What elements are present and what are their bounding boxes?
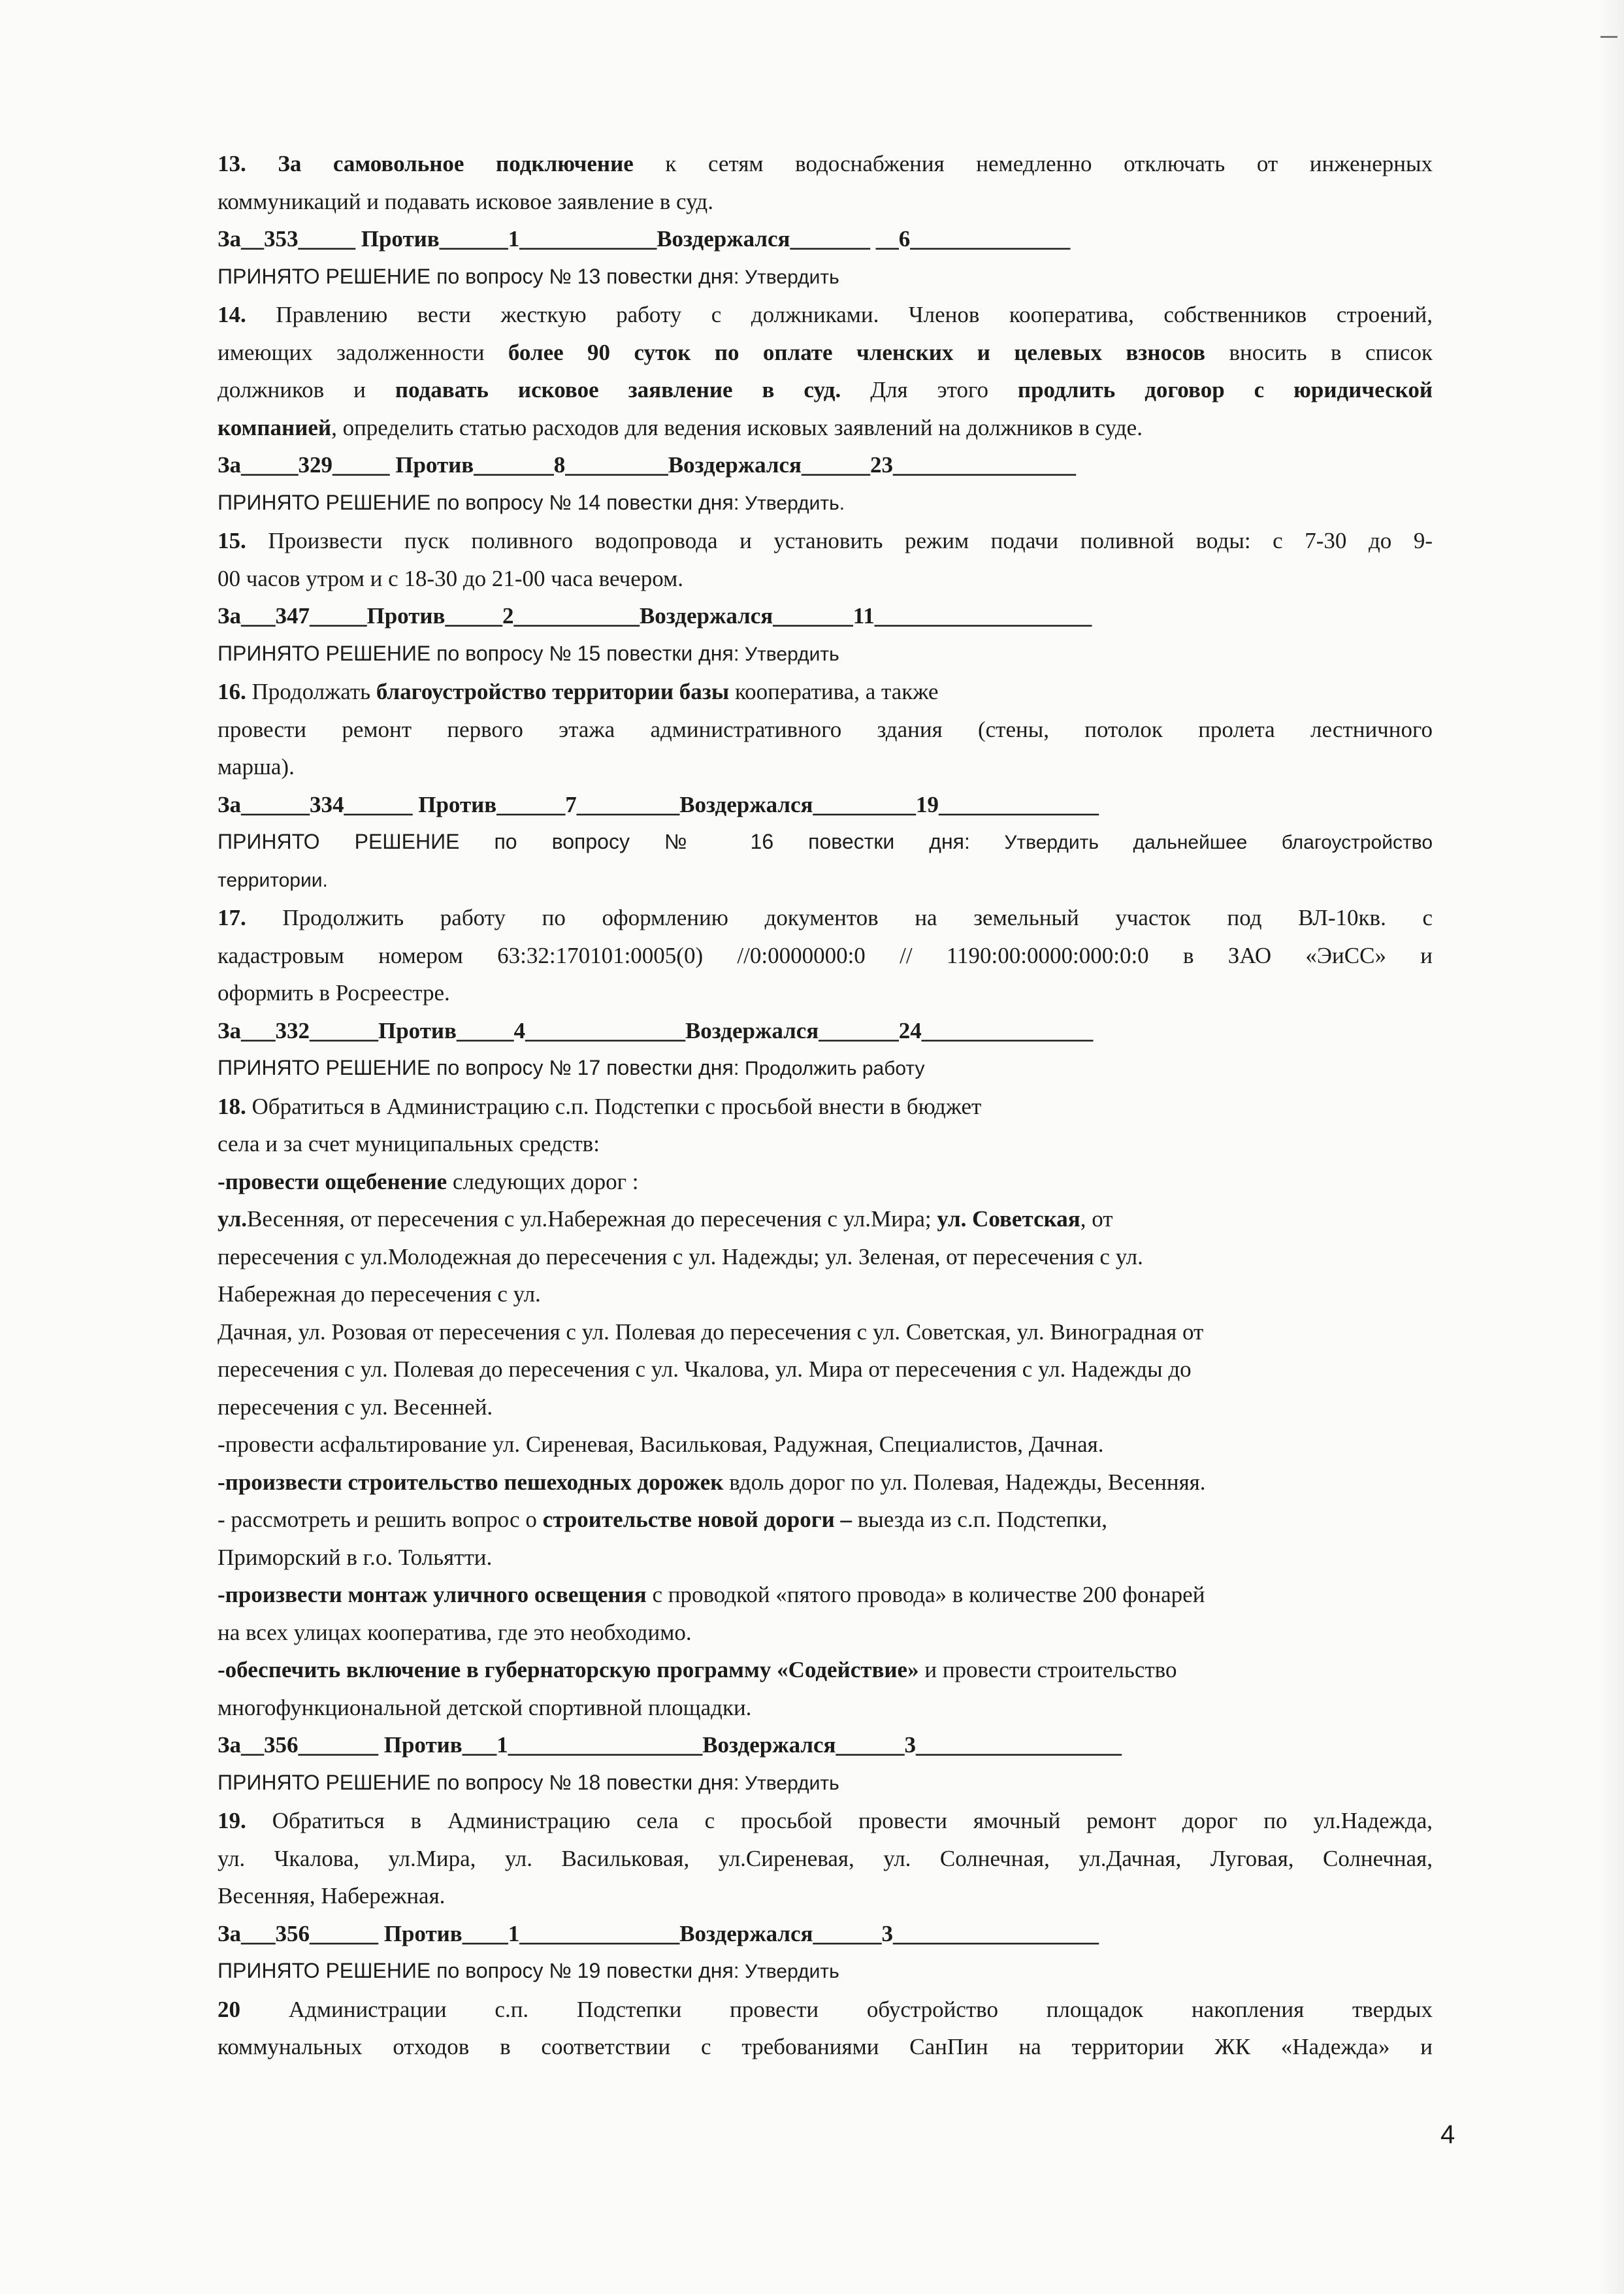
decision-line: [218, 1952, 1433, 1991]
item-text-line: [218, 1163, 1433, 1201]
bold-text: 13.: [218, 151, 246, 176]
text: Произвести пуск поливного водопровода и установить режим подачи поливной воды: с 7-30 до 9-: [246, 528, 1433, 553]
text: коммунальных отходов в соответствии с требованиями СанПин на территории ЖК «Надежда» и: [218, 2034, 1433, 2059]
bold-text: 15.: [218, 528, 246, 553]
bold-text: строительстве новой дороги –: [542, 1507, 858, 1532]
item-text-line: [218, 183, 1433, 221]
vote-result: За__356_______ Против___1_________________Воздержался______3__________________: [218, 1732, 1122, 1758]
decision-line: [218, 258, 1433, 297]
item-text-line: [218, 1651, 1433, 1689]
item-text-line: [218, 1689, 1433, 1727]
text: -провести асфальтирование ул. Сиреневая, Васильковая, Радужная, Специалистов, Дачная.: [218, 1432, 1104, 1457]
text: Продолжать: [246, 679, 376, 704]
text: - рассмотреть и решить вопрос о: [218, 1507, 543, 1532]
vote-result: За___347_____Против_____2___________Воздержался_______11___________________: [218, 603, 1092, 629]
agenda-item: [218, 1088, 1433, 1803]
bold-text: 16.: [218, 679, 246, 704]
decision-text: ПРИНЯТО РЕШЕНИЕ по вопросу № 19 повестки дня:: [218, 1959, 739, 1982]
text: ул. Чкалова, ул.Мира, ул. Васильковая, ул.Сиреневая, ул. Солнечная, ул.Дачная, Луговая, Солнечная,: [218, 1845, 1433, 1871]
item-text-line: [218, 1539, 1433, 1577]
text: марша).: [218, 754, 295, 779]
decision-result: Утвердить: [739, 1961, 839, 1982]
decision-result: Утвердить: [739, 266, 839, 288]
bold-text: членских и целевых взносов: [856, 339, 1206, 365]
vote-result: За__353_____ Против______1____________Воздержался_______ __6______________: [218, 226, 1071, 252]
text: Обратиться в Администрацию с.п. Подстепки с просьбой внести в бюджет: [246, 1093, 982, 1119]
item-text-line: [218, 409, 1433, 447]
text: выезда из с.п. Подстепки,: [857, 1507, 1108, 1532]
text: , определить статью расходов для ведения исковых заявлений на должников в суде.: [331, 414, 1143, 440]
page-number: 4: [1440, 2120, 1455, 2149]
bold-text: ул. Советская: [937, 1206, 1080, 1232]
decision-result: территории.: [218, 869, 328, 891]
item-text-line: [218, 334, 1433, 372]
text: пересечения с ул. Полевая до пересечения с ул. Чкалова, ул. Мира от пересечения с ул. Надежды до: [218, 1356, 1192, 1382]
text: Администрации с.п. Подстепки провести обустройство площадок накопления твердых: [240, 1996, 1433, 2022]
text: к сетям водоснабжения немедленно отключать от инженерных: [633, 151, 1433, 176]
text: кадастровым номером 63:32:170101:0005(0) //0:0000000:0 // 1190:00:0000:000:0:0 в ЗАО «ЭиСС» и: [218, 942, 1433, 968]
decision-line: [218, 635, 1433, 674]
decision-result: Утвердить.: [739, 492, 845, 514]
item-text-line: [218, 371, 1433, 409]
text: Дачная, ул. Розовая от пересечения с ул. Полевая до пересечения с ул. Советская, ул. Виноградная от: [218, 1319, 1204, 1345]
decision-line: [218, 484, 1433, 523]
item-text-line: [218, 1614, 1433, 1652]
vote-result: За___356______ Против____1______________Воздержался______3__________________: [218, 1920, 1099, 1946]
text: имеющих задолженности: [218, 339, 508, 365]
text: Весенняя, Набережная.: [218, 1883, 446, 1909]
decision-text: ПРИНЯТО РЕШЕНИЕ по вопросу № 14 повестки дня:: [218, 490, 739, 514]
item-text-line: [218, 899, 1433, 937]
item-text-line: [218, 1238, 1433, 1276]
item-text-line: [218, 673, 1433, 711]
agenda-item: [218, 1991, 1433, 2066]
decision-line: [218, 1049, 1433, 1088]
bold-text: 19.: [218, 1808, 246, 1833]
item-text-line: [218, 1991, 1433, 2029]
decision-text: ПРИНЯТО РЕШЕНИЕ по вопросу № 16 повестки дня:: [218, 830, 970, 853]
item-text-line: [218, 937, 1433, 975]
item-text-line: [218, 1313, 1433, 1351]
item-text-line: [218, 145, 1433, 183]
item-text-line: [218, 560, 1433, 598]
bold-text: -произвести монтаж уличного освещения: [218, 1582, 647, 1607]
item-text-line: [218, 1464, 1433, 1501]
text: Весенняя, от пересечения с ул.Набережная до пересечения с ул.Мира;: [247, 1206, 937, 1232]
bold-text: более 90 суток по оплате: [508, 339, 833, 365]
item-text-line: [218, 1802, 1433, 1840]
item-text-line: [218, 1275, 1433, 1313]
decision-continuation: [218, 861, 1433, 900]
text: Продолжить работу по оформлению документов на земельный участок под ВЛ-10кв. с: [246, 905, 1433, 930]
decision-line: [218, 1764, 1433, 1803]
item-text-line: [218, 1200, 1433, 1238]
decision-result: Утвердить дальнейшее благоустройство: [969, 832, 1433, 853]
bold-text: 17.: [218, 905, 246, 930]
decision-text: ПРИНЯТО РЕШЕНИЕ по вопросу № 17 повестки дня:: [218, 1056, 739, 1079]
text: коммуникаций и подавать исковое заявление в суд.: [218, 188, 713, 214]
text: села и за счет муниципальных средств:: [218, 1131, 600, 1156]
vote-result: За______334______ Против______7_________Воздержался_________19______________: [218, 791, 1099, 817]
text: Приморский в г.о. Тольятти.: [218, 1544, 493, 1570]
decision-result: Утвердить: [739, 1772, 839, 1794]
text: провести ремонт первого этажа административного здания (стены, потолок пролета лестничного: [218, 716, 1433, 742]
text: оформить в Росреестре.: [218, 980, 450, 1006]
scan-corner-mark: [1600, 36, 1617, 38]
item-text-line: [218, 1840, 1433, 1878]
bold-text: -провести ощебенение: [218, 1168, 447, 1194]
bold-text: -произвести строительство пешеходных дорожек: [218, 1469, 724, 1495]
decision-line: [218, 823, 1433, 861]
agenda-item: [218, 522, 1433, 673]
text: многофункциональной детской спортивной площадки.: [218, 1694, 752, 1720]
bold-text: -обеспечить включение в губернаторскую программу «Содействие»: [218, 1657, 919, 1682]
agenda-item: [218, 296, 1433, 522]
text: вдоль дорог по ул. Полевая, Надежды, Весенняя.: [723, 1469, 1206, 1495]
agenda-item: [218, 1802, 1433, 1991]
item-text-line: [218, 1088, 1433, 1126]
bold-text: ул.: [218, 1206, 248, 1232]
bold-text: подавать исковое заявление в суд.: [395, 377, 841, 402]
item-text-line: [218, 1426, 1433, 1464]
agenda-item: [218, 145, 1433, 296]
bold-text: За самовольное подключение: [278, 151, 634, 176]
text: с проводкой «пятого провода» в количестве 200 фонарей: [646, 1582, 1205, 1607]
agenda-item: [218, 673, 1433, 899]
scan-page-edge: [1599, 0, 1624, 2294]
text: кооператива, а также: [729, 679, 939, 704]
item-text-line: [218, 2028, 1433, 2066]
text: Обратиться в Администрацию села с просьбой провести ямочный ремонт дорог по ул.Надежда,: [246, 1808, 1433, 1833]
bold-text: 20: [218, 1996, 240, 2022]
text: Для этого: [841, 377, 1018, 402]
text: и провести строительство: [918, 1657, 1177, 1682]
bold-text: компанией: [218, 414, 332, 440]
bold-text: 18.: [218, 1093, 246, 1119]
text: пересечения с ул.Молодежная до пересечения с ул. Надежды; ул. Зеленая, от пересечения с ул.: [218, 1243, 1143, 1270]
item-text-line: [218, 1125, 1433, 1163]
document-body: [218, 145, 1433, 2066]
text: пересечения с ул. Весенней.: [218, 1394, 493, 1420]
item-text-line: [218, 748, 1433, 786]
item-text-line: [218, 1351, 1433, 1388]
item-text-line: [218, 711, 1433, 749]
text: [833, 340, 856, 365]
text: на всех улицах кооператива, где это необходимо.: [218, 1619, 692, 1645]
item-text-line: [218, 1388, 1433, 1426]
item-text-line: [218, 974, 1433, 1012]
bold-text: 14.: [218, 302, 246, 327]
item-text-line: [218, 1501, 1433, 1539]
text: [246, 151, 278, 176]
text: следующих дорог :: [447, 1168, 639, 1194]
bold-text: благоустройство территории базы: [376, 679, 730, 704]
bold-text: продлить договор с юридической: [1017, 377, 1433, 402]
text: , от: [1080, 1206, 1113, 1232]
decision-text: ПРИНЯТО РЕШЕНИЕ по вопросу № 15 повестки дня:: [218, 641, 739, 665]
vote-result: За___332______Против_____4______________Воздержался_______24_______________: [218, 1017, 1094, 1043]
text: должников и: [218, 377, 395, 402]
decision-text: ПРИНЯТО РЕШЕНИЕ по вопросу № 18 повестки дня:: [218, 1770, 739, 1794]
item-text-line: [218, 1576, 1433, 1614]
item-text-line: [218, 522, 1433, 560]
vote-result: За_____329_____ Против_______8_________Воздержался______23________________: [218, 452, 1076, 478]
decision-result: Продолжить работу: [739, 1058, 925, 1079]
decision-result: Утвердить: [739, 643, 839, 665]
agenda-item: [218, 899, 1433, 1088]
item-text-line: [218, 1877, 1433, 1915]
text: Правлению вести жесткую работу с должниками. Членов кооператива, собственников строений,: [246, 302, 1433, 327]
text: Набережная до пересечения с ул.: [218, 1281, 541, 1307]
decision-text: ПРИНЯТО РЕШЕНИЕ по вопросу № 13 повестки дня:: [218, 264, 739, 288]
text: вносить в список: [1205, 339, 1433, 365]
text: 00 часов утром и с 18-30 до 21-00 часа вечером.: [218, 565, 684, 591]
item-text-line: [218, 296, 1433, 334]
